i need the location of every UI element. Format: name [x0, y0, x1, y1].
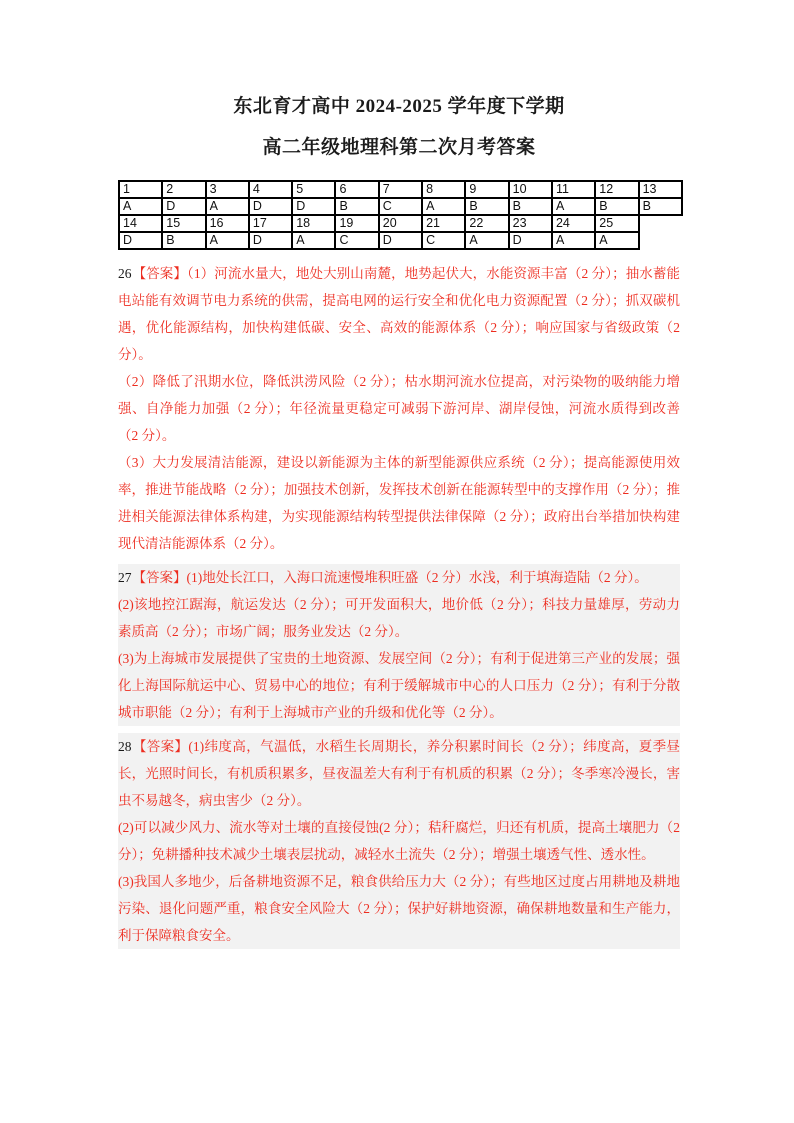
answer-key-cell: A [552, 198, 595, 215]
answer-key-cell: 10 [509, 181, 552, 198]
answers-block [118, 260, 680, 949]
answer-key-cell: 9 [465, 181, 508, 198]
answer-key-cell: 23 [509, 215, 552, 232]
answer-key-cell: C [335, 232, 378, 249]
answer-label: 【答案】 [132, 266, 187, 281]
answer-key-cell: A [292, 232, 335, 249]
answer-key-cell: D [292, 198, 335, 215]
page-subtitle: 高二年级地理科第二次月考答案 [262, 137, 536, 158]
answer-label: 【答案】 [132, 570, 187, 585]
answer-key-cell: D [249, 232, 292, 249]
answer-paragraph [118, 449, 680, 557]
answer-key-table [118, 180, 683, 250]
answer-key-cell: B [509, 198, 552, 215]
answer-key-cell: 5 [292, 181, 335, 198]
answer-key-row [119, 232, 682, 249]
answer-key-cell: 16 [206, 215, 249, 232]
answer-key-cell: 22 [465, 215, 508, 232]
answer-key-cell: D [162, 198, 205, 215]
answer-paragraph [118, 564, 680, 591]
answer-key-cell: A [206, 198, 249, 215]
answer-key-cell: A [422, 198, 465, 215]
answer-key-cell: 13 [639, 181, 682, 198]
answer-key-cell: 11 [552, 181, 595, 198]
question-number: 27 [118, 570, 132, 585]
answer-key-cell: C [422, 232, 465, 249]
question-number: 26 [118, 266, 132, 281]
answer-key-cell: 4 [249, 181, 292, 198]
answer-text: (2)可以减少风力、流水等对土壤的直接侵蚀(2 分）；秸秆腐烂，归还有机质，提高土壤肥力（2 分）；免耕播种技术减少土壤表层扰动，减轻水土流失（2 分）；增强土壤透气性、透水性。 [118, 820, 680, 862]
answer-key-cell: B [595, 198, 638, 215]
page-title: 东北育才高中 2024-2025 学年度下学期 [233, 96, 565, 117]
answer-key-cell: A [206, 232, 249, 249]
answer-key-cell: 18 [292, 215, 335, 232]
answer-text: (1)纬度高，气温低，水稻生长周期长，养分积累时间长（2 分）；纬度高，夏季昼长，光照时间长，有机质积累多，昼夜温差大有利于有机质的积累（2 分）；冬季寒冷漫长，害虫不易越冬，病虫害少（2 分）。 [118, 739, 680, 808]
answer-paragraph [118, 733, 680, 814]
answer-key-cell: A [119, 198, 162, 215]
answer-label: 【答案】 [132, 739, 189, 754]
answer-key-cell: 20 [379, 215, 422, 232]
answer-key-cell: A [552, 232, 595, 249]
answer-key-cell: 25 [595, 215, 638, 232]
answer-key-cell: 21 [422, 215, 465, 232]
answer-paragraph [118, 591, 680, 645]
answer-text: (3)我国人多地少，后备耕地资源不足，粮食供给压力大（2 分）；有些地区过度占用耕地及耕地污染、退化问题严重，粮食安全风险大（2 分）；保护好耕地资源，确保耕地数量和生产能力，利于保障粮食安全。 [118, 874, 680, 943]
answer-paragraph [118, 368, 680, 449]
answer-key-cell: C [379, 198, 422, 215]
answer-paragraph [118, 260, 680, 368]
answer-key-row [119, 215, 682, 232]
answer-key-cell: 3 [206, 181, 249, 198]
answer-key-cell: 15 [162, 215, 205, 232]
answer-key-cell: D [379, 232, 422, 249]
answer-key-cell: 17 [249, 215, 292, 232]
answer-key-cell: A [465, 232, 508, 249]
answer-key-row [119, 181, 682, 198]
answer-key-cell: 8 [422, 181, 465, 198]
answer-key-cell: 12 [595, 181, 638, 198]
answer-paragraph [118, 645, 680, 726]
answer-key-cell: 7 [379, 181, 422, 198]
answer-key-cell: 1 [119, 181, 162, 198]
answer-paragraph [118, 868, 680, 949]
answer-text: (3)为上海城市发展提供了宝贵的土地资源、发展空间（2 分）；有利于促进第三产业的发展；强化上海国际航运中心、贸易中心的地位；有利于缓解城市中心的人口压力（2 分）；有利于分散城市职能（2 分）；有利于上海城市产业的升级和优化等（2 分）。 [118, 651, 680, 720]
answer-text: （2）降低了汛期水位，降低洪涝风险（2 分）；枯水期河流水位提高，对污染物的吸纳能力增强、自净能力加强（2 分）；年径流量更稳定可减弱下游河岸、湖岸侵蚀，河流水质得到改善（2 分）。 [118, 374, 680, 443]
answer-key-cell: 19 [335, 215, 378, 232]
answer-key-cell: 14 [119, 215, 162, 232]
question-number: 28 [118, 739, 132, 754]
answer-key-cell: 24 [552, 215, 595, 232]
answer-section-27 [118, 564, 680, 726]
answer-key-cell: D [249, 198, 292, 215]
answer-text: (1)地处长江口，入海口流速慢堆积旺盛（2 分）水浅，利于填海造陆（2 分）。 [186, 570, 648, 585]
answer-paragraph [118, 814, 680, 868]
answer-key-cell: 6 [335, 181, 378, 198]
answer-text: (2)该地控江踞海，航运发达（2 分）；可开发面积大，地价低（2 分）；科技力量雄厚，劳动力素质高（2 分）；市场广阔；服务业发达（2 分）。 [118, 597, 680, 639]
answer-text: （1）河流水量大，地处大别山南麓，地势起伏大，水能资源丰富（2 分）；抽水蓄能电站能有效调节电力系统的供需，提高电网的运行安全和优化电力资源配置（2 分）；抓双碳机遇，优化能源结构，加快构建低碳、安全、高效的能源体系（2 分）；响应国家与省级政策（2 分）。 [118, 266, 681, 362]
answer-key-cell: B [162, 232, 205, 249]
answer-text: （3）大力发展清洁能源，建设以新能源为主体的新型能源供应系统（2 分）；提高能源使用效率，推进节能战略（2 分）；加强技术创新，发挥技术创新在能源转型中的支撑作用（2 分）；推进相关能源法律体系构建，为实现能源结构转型提供法律保障（2 分）；政府出台举措加快构建现代清洁能源体系（2 分）。 [118, 455, 680, 551]
answer-section-26 [118, 260, 680, 557]
answer-key-cell: D [119, 232, 162, 249]
answer-key-cell: 2 [162, 181, 205, 198]
answer-key-cell: B [639, 198, 682, 215]
answer-key-cell: B [335, 198, 378, 215]
answer-key-cell: A [595, 232, 638, 249]
answer-key-cell: D [509, 232, 552, 249]
answer-key-row [119, 198, 682, 215]
answer-section-28 [118, 733, 680, 949]
answer-key-cell: B [465, 198, 508, 215]
